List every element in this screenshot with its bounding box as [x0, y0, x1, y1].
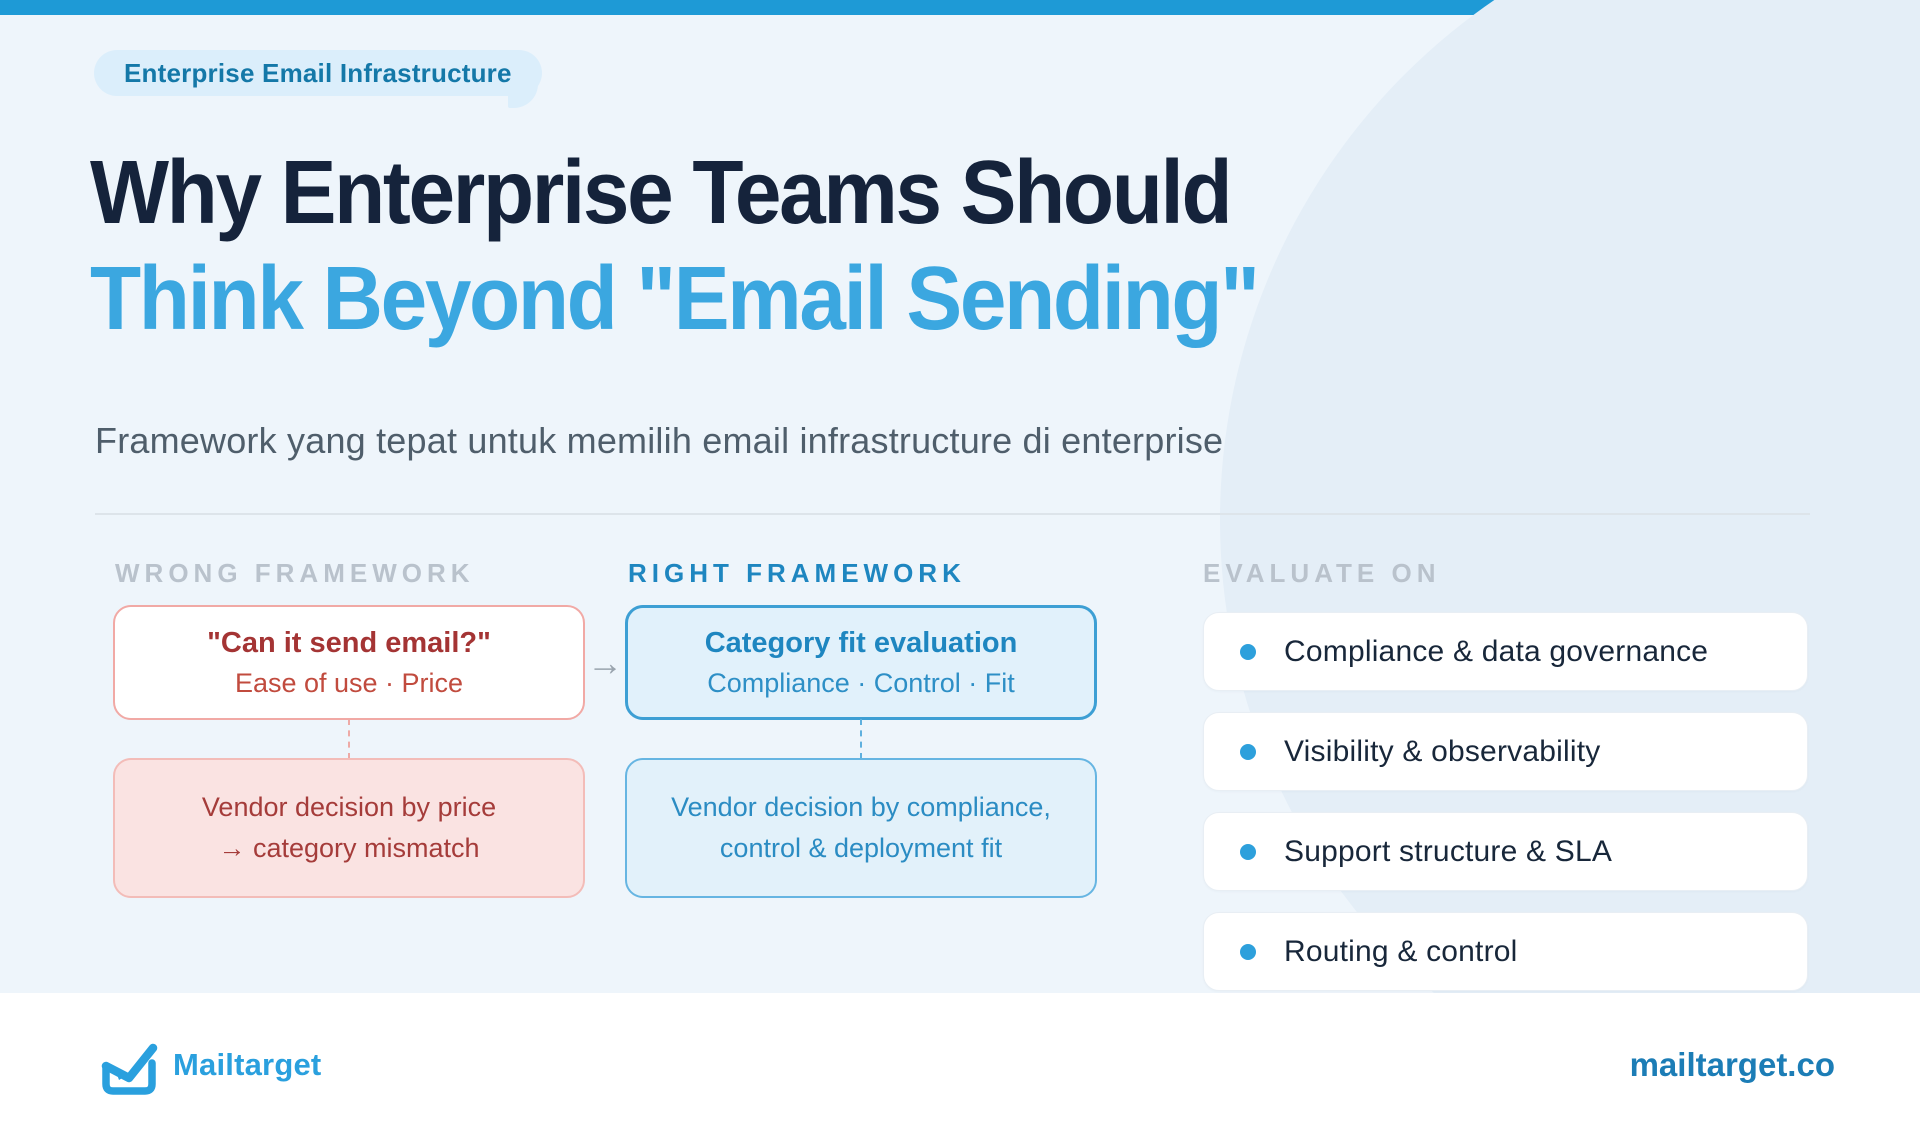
right-framework-box [625, 605, 1097, 720]
evaluate-on-label: EVALUATE ON [1203, 558, 1441, 588]
bullet-dot-icon [1240, 844, 1256, 860]
evaluate-item-label: Routing & control [1284, 934, 1518, 968]
page-title-line2: Think Beyond "Email Sending" [90, 249, 1258, 349]
page-subtitle: Framework yang tepat untuk memilih email infrastructure di enterprise [95, 420, 1224, 461]
evaluate-card-list [1203, 612, 1808, 1012]
right-dashed-connector [860, 719, 862, 759]
list-item [1203, 812, 1808, 891]
section-divider [95, 513, 1810, 515]
topic-badge-label: Enterprise Email Infrastructure [124, 57, 512, 88]
mailtarget-logo-icon [95, 1035, 161, 1095]
page-title-line1: Why Enterprise Teams Should [90, 143, 1231, 243]
list-item [1203, 612, 1808, 691]
evaluate-item-label: Support structure & SLA [1284, 834, 1613, 868]
page-title [90, 140, 1258, 352]
list-item [1203, 912, 1808, 991]
wrong-framework-box-title: "Can it send email?" [207, 626, 491, 659]
wrong-result-box [113, 758, 585, 898]
topic-badge [94, 50, 542, 96]
wrong-dashed-connector [348, 719, 350, 759]
badge-tail [508, 82, 538, 108]
right-framework-box-title: Category fit evaluation [704, 626, 1018, 659]
site-link[interactable]: mailtarget.co [1629, 1045, 1835, 1083]
bullet-dot-icon [1240, 944, 1256, 960]
bullet-dot-icon [1240, 644, 1256, 660]
wrong-result-line2: → category mismatch [218, 833, 480, 863]
wrong-framework-label: WRONG FRAMEWORK [115, 558, 475, 588]
brand-lockup [95, 1035, 321, 1095]
bullet-dot-icon [1240, 744, 1256, 760]
right-result-line1: Vendor decision by compliance, [671, 792, 1051, 822]
evaluate-item-label: Compliance & data governance [1284, 634, 1709, 668]
right-result-box [625, 758, 1097, 898]
wrong-framework-box-subtitle: Ease of use · Price [234, 667, 464, 698]
brand-name: Mailtarget [173, 1046, 322, 1082]
right-framework-label: RIGHT FRAMEWORK [628, 558, 966, 588]
wrong-result-line1: Vendor decision by price [201, 792, 497, 822]
footer [0, 993, 1920, 1136]
wrong-framework-box [113, 605, 585, 720]
evaluate-item-label: Visibility & observability [1284, 734, 1601, 768]
right-framework-box-subtitle: Compliance · Control · Fit [707, 667, 1015, 698]
right-arrow-icon: → [587, 641, 623, 683]
list-item [1203, 712, 1808, 791]
right-result-line2: control & deployment fit [719, 833, 1003, 863]
